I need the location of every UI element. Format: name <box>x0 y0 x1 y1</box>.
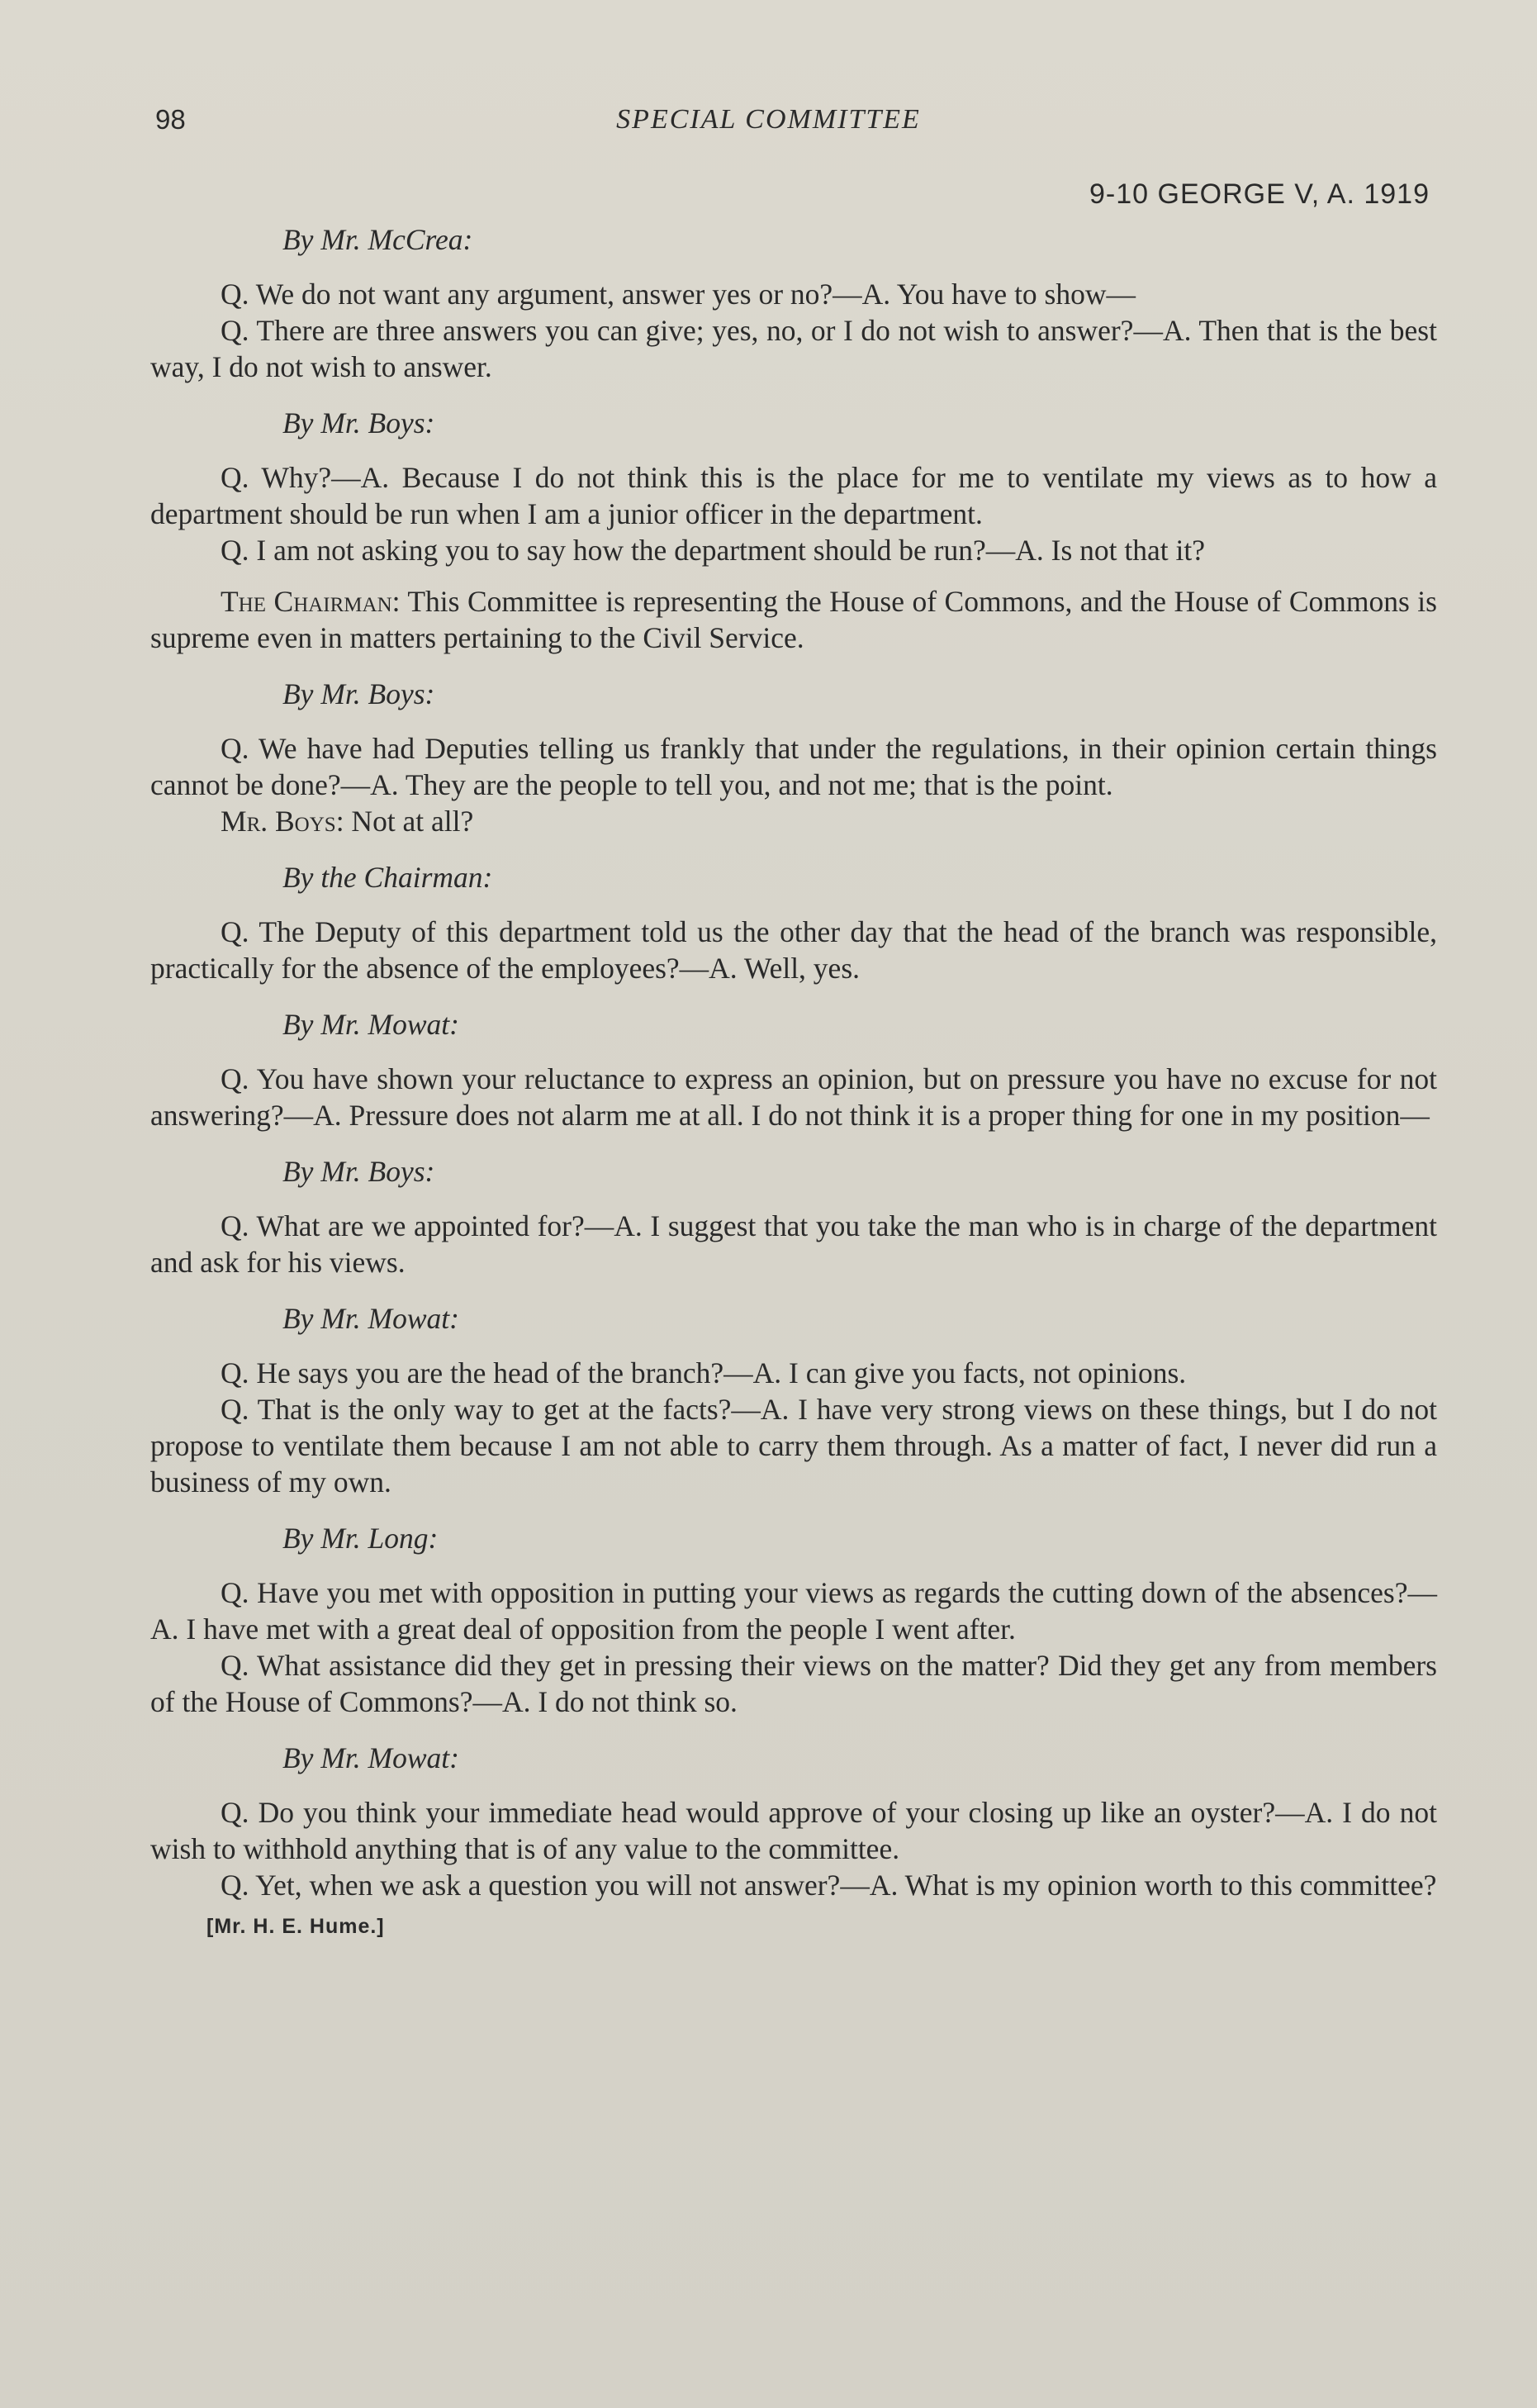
speaker-heading: By Mr. Long: <box>282 1522 439 1555</box>
testimony-paragraph: Q. Why?—A. Because I do not think this is the place for me to ventilate my views as to how a department should be run when I am a junior officer in the department. <box>150 461 1437 530</box>
speaker-heading: By Mr. Mowat: <box>282 1741 459 1774</box>
testimony-paragraph: Q. What are we appointed for?—A. I suggest that you take the man who is in charge of the department and ask for his views. <box>150 1209 1437 1279</box>
speaker-heading: By Mr. Mowat: <box>282 1008 459 1041</box>
page-number: 98 <box>155 104 186 135</box>
statement-text: : This Committee is representing the House of Commons, and the House of Commons is supreme even in matters pertaining to the Civil Service. <box>150 585 1437 654</box>
statement-text: : Not at all? <box>335 805 474 838</box>
chairman-statement <box>150 583 1437 656</box>
transcript-body <box>150 221 1437 1945</box>
witness-note: [Mr. H. E. Hume.] <box>206 1915 385 1938</box>
running-title: SPECIAL COMMITTEE <box>616 104 921 135</box>
member-statement <box>150 803 1437 839</box>
testimony-paragraph: Q. Yet, when we ask a question you will not answer?—A. What is my opinion worth to this committee? <box>221 1869 1437 1902</box>
testimony-paragraph: Q. We have had Deputies telling us frankly that under the regulations, in their opinion certain things cannot be done?—A. They are the people to tell you, and not me; that is the point. <box>150 732 1437 801</box>
speaker-heading: By Mr. Boys: <box>282 1155 435 1188</box>
speaker-heading: By Mr. McCrea: <box>282 223 473 256</box>
speaker-heading: By Mr. Boys: <box>282 406 435 439</box>
speaker-heading: By Mr. Mowat: <box>282 1302 459 1335</box>
testimony-paragraph: Q. Have you met with opposition in putting your views as regards the cutting down of the absences?—A. I have met with a great deal of opposition from the people I went after. <box>150 1576 1437 1646</box>
testimony-paragraph: Q. There are three answers you can give; yes, no, or I do not wish to answer?—A. Then that is the best way, I do not wish to answer. <box>150 314 1437 383</box>
statement-speaker: Mr. Boys <box>221 805 336 838</box>
testimony-paragraph: Q. He says you are the head of the branch?—A. I can give you facts, not opinions. <box>221 1356 1187 1389</box>
testimony-paragraph: Q. You have shown your reluctance to express an opinion, but on pressure you have no excuse for not answering?—A. Pressure does not alarm me at all. I do not think it is a proper thing for one in my position— <box>150 1062 1437 1132</box>
testimony-paragraph: Q. Do you think your immediate head would approve of your closing up like an oyster?—A. I do not wish to withhold anything that is of any value to the committee. <box>150 1796 1437 1865</box>
speaker-heading: By the Chairman: <box>282 861 493 894</box>
testimony-paragraph: Q. The Deputy of this department told us the other day that the head of the branch was responsible, practically for the absence of the employees?—A. Well, yes. <box>150 915 1437 985</box>
statement-speaker: The Chairman <box>221 585 392 618</box>
testimony-paragraph: Q. What assistance did they get in pressing their views on the matter? Did they get any from members of the House of Commons?—A. I do not think so. <box>150 1649 1437 1718</box>
testimony-paragraph: Q. We do not want any argument, answer yes or no?—A. You have to show— <box>221 278 1136 311</box>
testimony-paragraph: Q. I am not asking you to say how the department should be run?—A. Is not that it? <box>221 534 1205 567</box>
session-label: 9-10 GEORGE V, A. 1919 <box>1089 178 1430 210</box>
testimony-paragraph: Q. That is the only way to get at the facts?—A. I have very strong views on these things, but I do not propose to ventilate them because I am not able to carry them through. As a matter of fact, I never did run a business of my own. <box>150 1393 1437 1498</box>
speaker-heading: By Mr. Boys: <box>282 677 435 710</box>
